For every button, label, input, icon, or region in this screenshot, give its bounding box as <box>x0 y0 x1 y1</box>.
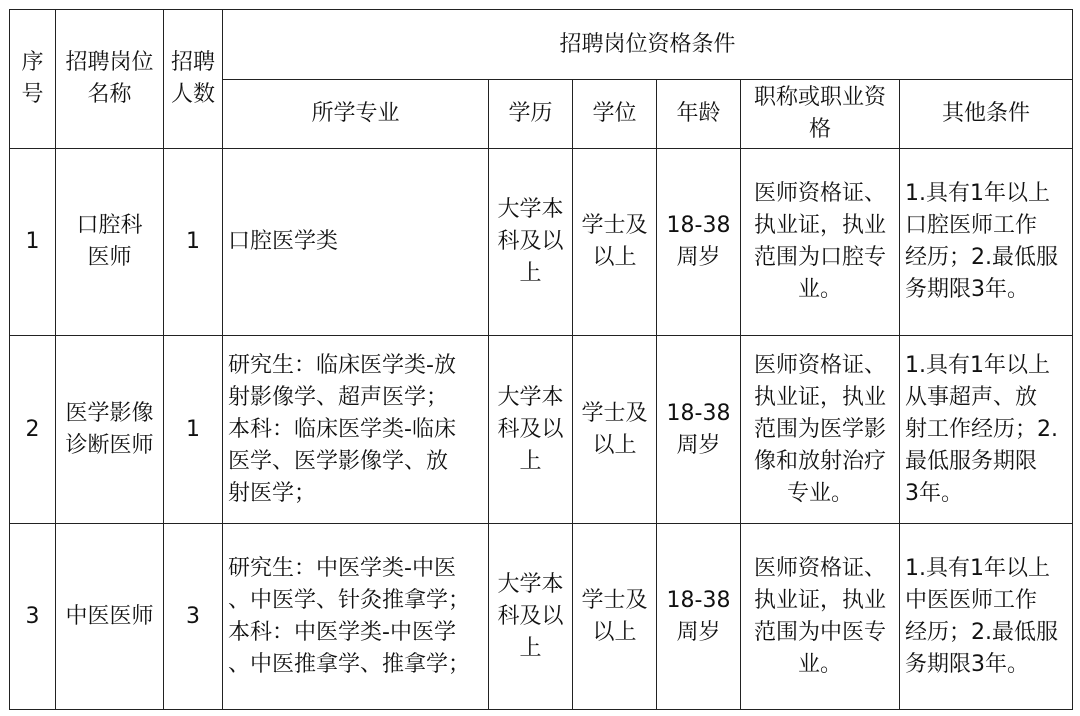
header-age: 年龄 <box>657 80 741 149</box>
cell-degree: 学士及 以上 <box>573 149 657 336</box>
cell-major: 研究生：临床医学类-放 射影像学、超声医学； 本科：临床医学类-临床 医学、医学影像学、放 射医学； <box>223 336 489 524</box>
cell-seq: 3 <box>10 524 56 710</box>
cell-title-qual: 医师资格证、 执业证，执业 范围为中医专 业。 <box>741 524 900 710</box>
header-seq: 序 号 <box>10 10 56 149</box>
cell-age: 18-38 周岁 <box>657 524 741 710</box>
cell-seq: 2 <box>10 336 56 524</box>
header-education: 学历 <box>489 80 573 149</box>
header-position: 招聘岗位 名称 <box>56 10 164 149</box>
header-other: 其他条件 <box>900 80 1073 149</box>
header-qualifications: 招聘岗位资格条件 <box>223 10 1073 80</box>
cell-major: 研究生：中医学类-中医 、中医学、针灸推拿学； 本科：中医学类-中医学 、中医推拿学、推拿学； <box>223 524 489 710</box>
recruitment-table <box>9 9 1073 710</box>
cell-title-qual: 医师资格证、 执业证，执业 范围为医学影 像和放射治疗 专业。 <box>741 336 900 524</box>
cell-degree: 学士及 以上 <box>573 524 657 710</box>
cell-education: 大学本 科及以 上 <box>489 524 573 710</box>
table-row <box>10 149 1073 336</box>
header-major: 所学专业 <box>223 80 489 149</box>
cell-degree: 学士及 以上 <box>573 336 657 524</box>
cell-age: 18-38 周岁 <box>657 336 741 524</box>
cell-other: 1.具有1年以上 从事超声、放 射工作经历；2. 最低服务期限 3年。 <box>900 336 1073 524</box>
cell-position: 口腔科 医师 <box>56 149 164 336</box>
cell-education: 大学本 科及以 上 <box>489 336 573 524</box>
cell-seq: 1 <box>10 149 56 336</box>
cell-count: 3 <box>164 524 223 710</box>
cell-education: 大学本 科及以 上 <box>489 149 573 336</box>
cell-age: 18-38 周岁 <box>657 149 741 336</box>
cell-other: 1.具有1年以上 口腔医师工作 经历；2.最低服 务期限3年。 <box>900 149 1073 336</box>
table-row <box>10 524 1073 710</box>
cell-count: 1 <box>164 336 223 524</box>
cell-title-qual: 医师资格证、 执业证，执业 范围为口腔专 业。 <box>741 149 900 336</box>
cell-major: 口腔医学类 <box>223 149 489 336</box>
header-row-1 <box>10 10 1073 80</box>
header-count: 招聘 人数 <box>164 10 223 149</box>
header-title-qual: 职称或职业资 格 <box>741 80 900 149</box>
table-row <box>10 336 1073 524</box>
cell-position: 中医医师 <box>56 524 164 710</box>
cell-count: 1 <box>164 149 223 336</box>
cell-other: 1.具有1年以上 中医医师工作 经历；2.最低服 务期限3年。 <box>900 524 1073 710</box>
cell-position: 医学影像 诊断医师 <box>56 336 164 524</box>
header-degree: 学位 <box>573 80 657 149</box>
